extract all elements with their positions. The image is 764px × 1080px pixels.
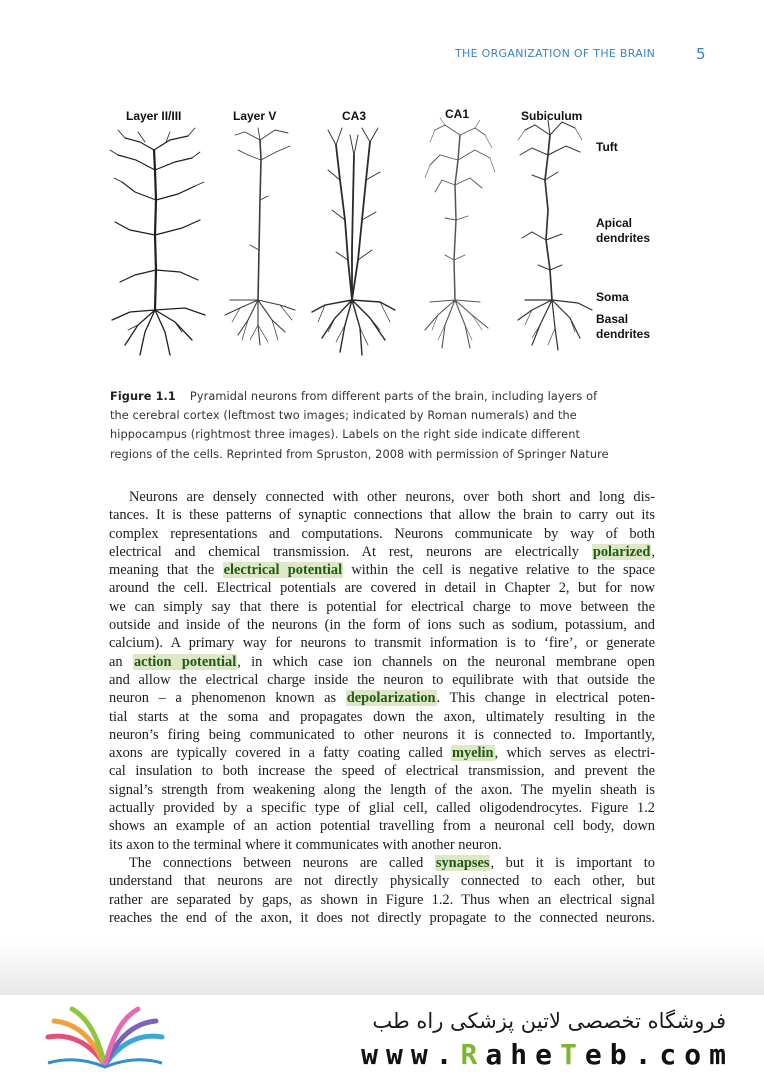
- paragraph-line: shows an example of an action potential travelling from a neuronal cell body, down: [109, 818, 655, 835]
- paragraph-line: tances. It is these patterns of synaptic connections that allow the brain to carry out its: [109, 507, 655, 524]
- label-layer-5: Layer V: [233, 109, 277, 123]
- paragraph-line: calcium). A primary way for neurons to transmit information is to ‘fire’, or generate: [109, 635, 655, 652]
- label-soma: Soma: [596, 290, 629, 304]
- body-text: [109, 488, 655, 927]
- label-ca3: CA3: [342, 109, 367, 123]
- term-polarized: polarized: [592, 543, 651, 560]
- neuron-ca1: [425, 118, 495, 348]
- neuron-layer-2-3: [110, 128, 205, 355]
- paragraph-line: around the cell. Electrical potentials are covered in detail in Chapter 2, but for now: [109, 580, 655, 597]
- paragraph-line: neuron’s firing being communicated to other neurons it is connected to. Importantly,: [109, 726, 655, 743]
- paragraph-line: actually provided by a specific type of glial cell, called oligodendrocytes. Figure 1.2: [109, 800, 655, 817]
- caption-line: the cerebral cortex (leftmost two images; indicated by Roman numerals) and the: [110, 409, 577, 423]
- page-number: 5: [696, 45, 706, 63]
- running-head: THE ORGANIZATION OF THE BRAIN: [455, 47, 656, 60]
- figure-caption: [110, 387, 650, 464]
- paragraph-line: Neurons are densely connected with other neurons, over both short and long dis-: [129, 489, 655, 505]
- paragraph-line: an action potential, in which case ion channels on the neuronal membrane open: [109, 653, 655, 670]
- term-electrical-potential: electrical potential: [223, 562, 343, 579]
- label-subiculum: Subiculum: [521, 109, 583, 123]
- term-depolarization: depolarization: [346, 690, 436, 707]
- paragraph-line: rather are separated by gaps, as shown in Figure 1.2. Thus when an electrical signal: [109, 891, 655, 908]
- neuron-subiculum: [518, 120, 592, 350]
- shop-name: فروشگاه تخصصی لاتین پزشکی راه طب: [372, 1009, 726, 1033]
- paragraph-line: tial starts at the soma and propagates down the axon, ultimately resulting in the: [109, 708, 655, 725]
- book-logo-icon: [40, 1003, 170, 1073]
- paragraph-line: reaches the end of the axon, it does not directly propagate to the connected neurons.: [109, 909, 655, 926]
- label-basal-line-2: dendrites: [596, 327, 651, 341]
- paragraph-line: neuron – a phenomenon known as depolarization. This change in electrical poten-: [109, 690, 655, 707]
- label-tuft: Tuft: [596, 140, 618, 154]
- label-apical-line-1: Apical: [596, 216, 633, 230]
- label-ca1: CA1: [445, 107, 470, 121]
- footer-banner: [0, 995, 764, 1080]
- paragraph-line: axons are typically covered in a fatty coating called myelin, which serves as electri-: [109, 745, 655, 762]
- neuron-layer-5: [225, 128, 295, 345]
- caption-line: regions of the cells. Reprinted from Spruston, 2008 with permission of Springer Nature: [110, 447, 609, 461]
- shop-url[interactable]: www.RaheTeb.com: [361, 1038, 734, 1071]
- paragraph-line: cal insulation to both increase the speed of electrical transmission, and prevent the: [109, 763, 655, 780]
- paragraph-line: outside and inside of the neurons (in the form of ions such as sodium, potassium, and: [109, 617, 655, 634]
- paragraph-line: understand that neurons are not directly physically connected to each other, but: [109, 873, 655, 890]
- label-layer-2-3: Layer II/III: [126, 109, 182, 123]
- paragraph-line: The connections between neurons are called synapses, but it is important to: [129, 854, 655, 871]
- term-action-potential: action potential: [133, 653, 237, 670]
- term-myelin: myelin: [451, 745, 494, 762]
- paragraph-line: its axon to the terminal where it communicates with another neuron.: [109, 836, 502, 853]
- caption-line: Figure 1.1 Pyramidal neurons from different parts of the brain, including layers of: [110, 390, 598, 403]
- neuron-ca3: [312, 128, 395, 355]
- page-bottom-fade: [0, 940, 764, 1000]
- paragraph-line: and allow the electrical charge inside the neuron to equilibrate with that outside the: [109, 671, 655, 688]
- caption-label: Figure 1.1: [110, 390, 176, 403]
- label-basal-line-1: Basal: [596, 312, 629, 326]
- figure-1-1: [100, 100, 660, 365]
- term-synapses: synapses: [435, 854, 490, 871]
- caption-line: hippocampus (rightmost three images). Labels on the right side indicate different: [110, 428, 580, 442]
- neuron-illustrations: [100, 100, 660, 365]
- paragraph-line: signal’s strength from weakening along the length of the axon. The myelin sheath is: [109, 781, 655, 798]
- paragraph-line: electrical and chemical transmission. At rest, neurons are electrically polarized,: [109, 543, 655, 560]
- paragraph-line: meaning that the electrical potential within the cell is negative relative to the space: [109, 562, 655, 579]
- paragraph-line: complex representations and computations. Neurons communicate by way of both: [109, 525, 655, 542]
- paragraph-line: we can simply say that there is potential for electrical charge to move between the: [109, 598, 655, 615]
- label-apical-line-2: dendrites: [596, 231, 651, 245]
